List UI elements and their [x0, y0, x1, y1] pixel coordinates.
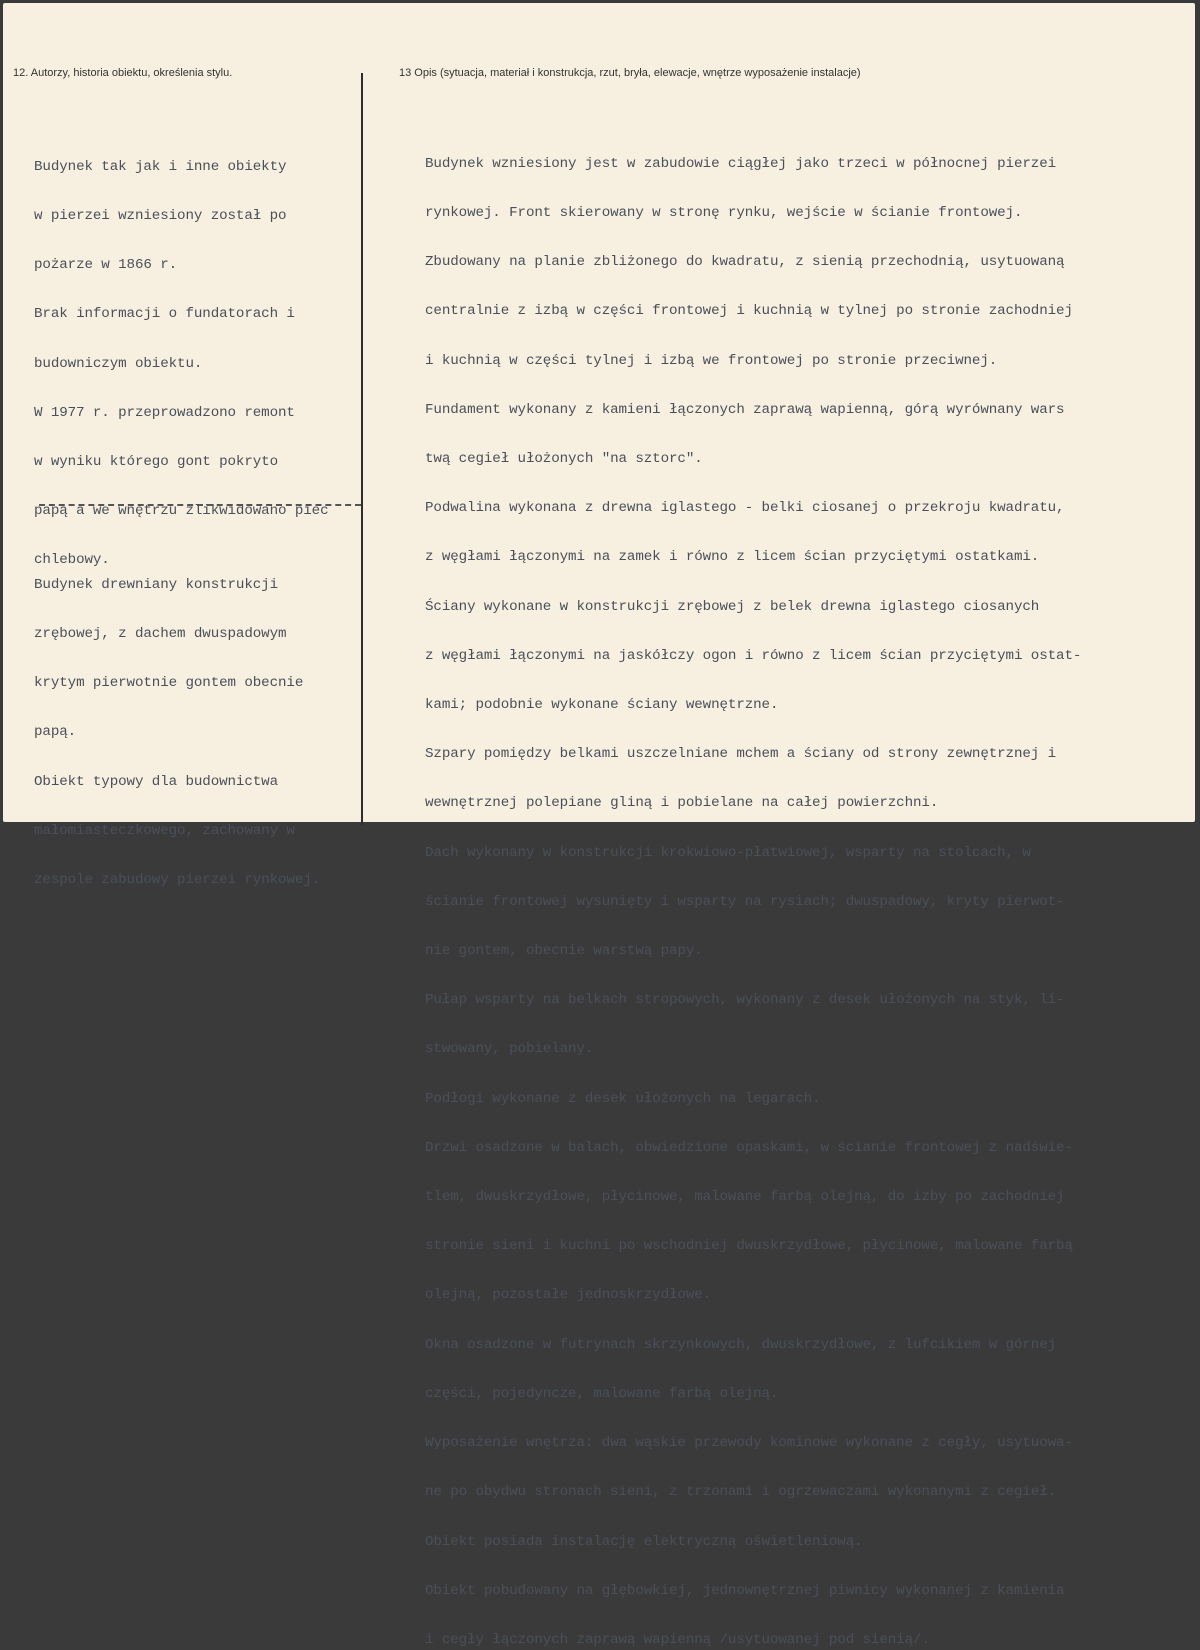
- text-line: ścianie frontowej wysunięty i wsparty na rysiach; dwuspadowy, kryty pierwot-: [425, 893, 1065, 910]
- text-line: wewnętrznej polepiane gliną i pobielane na całej powierzchni.: [425, 795, 939, 812]
- text-line: Wyposażenie wnętrza: dwa wąskie przewody kominowe wykonane z cegły, usytuowa-: [425, 1435, 1073, 1452]
- section-13-header: 13 Opis (sytuacja, materiał i konstrukcja, rzut, bryła, elewacje, wnętrze wyposażenie instalacje): [399, 67, 861, 79]
- building-description-text: [425, 123, 1081, 1650]
- text-line: z węgłami łączonymi na jaskółczy ogon i równo z licem ścian przyciętymi ostat-: [425, 647, 1082, 664]
- text-line: Obiekt pobudowany na głębowkiej, jednownętrznej piwnicy wykonanej z kamienia: [425, 1582, 1065, 1599]
- section-12-header: 12. Autorzy, historia obiektu, określenia stylu.: [13, 67, 233, 79]
- text-line: tlem, dwuskrzydłowe, płycinowe, malowane farbą olejną, do izby po zachodniej: [425, 1189, 1065, 1206]
- text-line: chlebowy.: [34, 552, 110, 569]
- text-line: zrębowej, z dachem dwuspadowym: [34, 626, 287, 643]
- text-line: Okna osadzone w futrynach skrzynkowych, dwuskrzydłowe, z lufcikiem w górnej: [425, 1336, 1057, 1353]
- text-line: Obiekt typowy dla budownictwa: [34, 773, 279, 790]
- text-line: Podłogi wykonane z desek ułożonych na legarach.: [425, 1090, 821, 1107]
- text-line: Fundament wykonany z kamieni łączonych zaprawą wapienną, górą wyrównany wars: [425, 401, 1065, 418]
- form-sheet: [3, 3, 1195, 1648]
- text-line: stronie sieni i kuchni po wschodniej dwuskrzydłowe, płycinowe, malowane farbą: [425, 1238, 1073, 1255]
- text-line: Drzwi osadzone w balach, obwiedzione opaskami, w ścianie frontowej z nadświe-: [425, 1139, 1073, 1156]
- text-line: kami; podobnie wykonane ściany wewnętrzne.: [425, 697, 779, 714]
- text-line: Budynek wzniesiony jest w zabudowie ciągłej jako trzeci w północnej pierzei: [425, 155, 1057, 172]
- text-line: olejną, pozostałe jednoskrzydłowe.: [425, 1287, 712, 1304]
- text-line: W 1977 r. przeprowadzono remont: [34, 404, 295, 421]
- text-line: papą.: [34, 724, 77, 741]
- text-line: papą a we wnętrzu zlikwidowano piec: [34, 503, 329, 520]
- text-line: Pułap wsparty na belkach stropowych, wykonany z desek ułożonych na styk, li-: [425, 992, 1065, 1009]
- text-line: pożarze w 1866 r.: [34, 257, 178, 274]
- text-line: Ściany wykonane w konstrukcji zrębowej z belek drewna iglastego ciosanych: [425, 598, 1040, 615]
- text-line: stwowany, pobielany.: [425, 1041, 594, 1058]
- text-line: Obiekt posiada instalację elektryczną oświetleniową.: [425, 1533, 863, 1550]
- text-line: krytym pierwotnie gontem obecnie: [34, 675, 304, 692]
- text-line: Dach wykonany w konstrukcji krokwiowo-płatwiowej, wsparty na stolcach, w: [425, 844, 1031, 861]
- text-line: Budynek tak jak i inne obiekty: [34, 158, 287, 175]
- text-line: Szpary pomiędzy belkami uszczelniane mchem a ściany od strony zewnętrznej i: [425, 746, 1057, 763]
- text-line: Budynek drewniany konstrukcji: [34, 576, 279, 593]
- text-line: i kuchnią w części tylnej i izbą we frontowej po stronie przeciwnej.: [425, 352, 998, 369]
- text-line: ne po obydwu stronach sieni, z trzonami i ogrzewaczami wykonanymi z cegieł.: [425, 1484, 1057, 1501]
- column-divider: [361, 73, 363, 825]
- text-line: zespole zabudowy pierzei rynkowej.: [34, 872, 321, 889]
- text-line: rynkowej. Front skierowany w stronę rynku, wejście w ścianie frontowej.: [425, 205, 1023, 222]
- text-line: budowniczym obiektu.: [34, 355, 203, 372]
- text-line: Podwalina wykonana z drewna iglastego - belki ciosanej o przekroju kwadratu,: [425, 500, 1065, 517]
- text-line: twą cegieł ułożonych "na sztorc".: [425, 451, 703, 468]
- text-line: Brak informacji o fundatorach i: [34, 306, 295, 323]
- text-line: centralnie z izbą w części frontowej i kuchnią w tylnej po stronie zachodniej: [425, 303, 1073, 320]
- text-line: w wyniku którego gont pokryto: [34, 454, 279, 471]
- text-line: nie gontem, obecnie warstwą papy.: [425, 943, 703, 960]
- text-line: Zbudowany na planie zbliżonego do kwadratu, z sienią przechodnią, usytuowaną: [425, 254, 1065, 271]
- authors-history-text: [34, 126, 329, 602]
- text-line: w pierzei wzniesiony został po: [34, 208, 287, 225]
- text-line: małomiasteczkowego, zachowany w: [34, 822, 295, 839]
- style-description-text: [34, 544, 320, 921]
- text-line: części, pojedyncze, malowane farbą olejną.: [425, 1385, 779, 1402]
- text-line: z węgłami łączonymi na zamek i równo z licem ścian przyciętymi ostatkami.: [425, 549, 1040, 566]
- text-line: i cegły łączonych zaprawą wapienną /usytuowanej pod sienią/.: [425, 1631, 930, 1648]
